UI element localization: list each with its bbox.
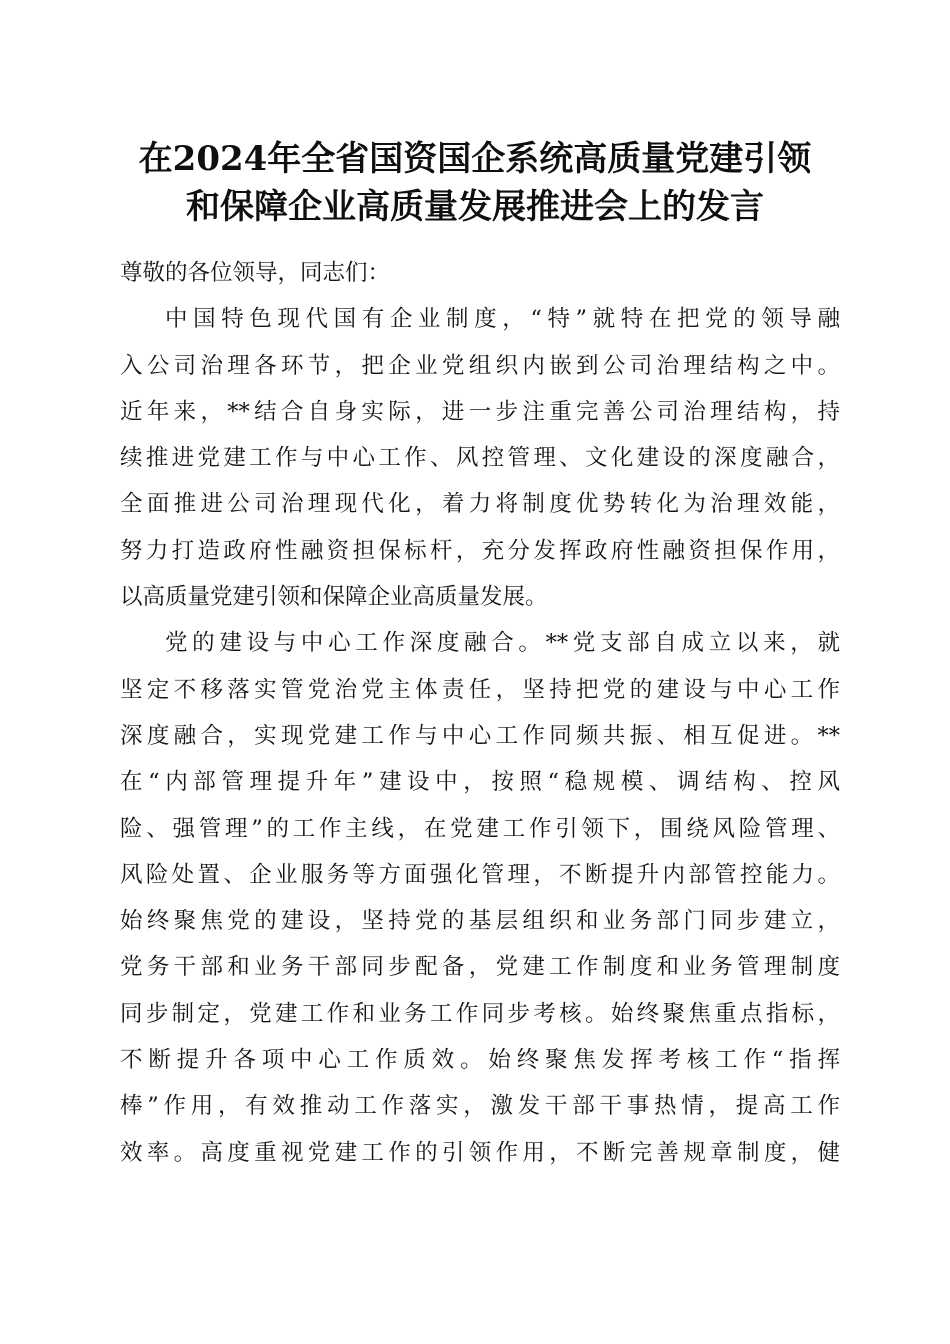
body-line: 党的建设与中心工作深度融合。**党支部自成立以来，就 bbox=[165, 630, 840, 657]
body-line: 中国特色现代国有企业制度，“特”就特在把党的领导融 bbox=[165, 306, 840, 333]
body-line: 在“内部管理提升年”建设中，按照“稳规模、调结构、控风 bbox=[120, 769, 840, 796]
body-line: 不断提升各项中心工作质效。始终聚焦发挥考核工作“指挥 bbox=[120, 1047, 840, 1074]
salutation: 尊敬的各位领导，同志们： bbox=[120, 260, 391, 286]
body-line: 同步制定，党建工作和业务工作同步考核。始终聚焦重点指标， bbox=[120, 1000, 840, 1027]
body-line: 努力打造政府性融资担保标杆，充分发挥政府性融资担保作用， bbox=[120, 537, 840, 564]
body-line: 深度融合，实现党建工作与中心工作同频共振、相互促进。** bbox=[120, 722, 840, 749]
body-line: 棒”作用，有效推动工作落实，激发干部干事热情，提高工作 bbox=[120, 1093, 840, 1120]
document-body bbox=[120, 250, 840, 1176]
body-line: 以高质量党建引领和保障企业高质量发展。 bbox=[120, 584, 548, 611]
body-line: 入公司治理各环节，把企业党组织内嵌到公司治理结构之中。 bbox=[120, 352, 840, 379]
body-line: 险、强管理”的工作主线，在党建工作引领下，围绕风险管理、 bbox=[120, 815, 840, 842]
title-line-1: 在2024年全省国资国企系统高质量党建引领 bbox=[138, 139, 812, 179]
body-line: 风险处置、企业服务等方面强化管理，不断提升内部管控能力。 bbox=[120, 861, 840, 888]
body-line: 续推进党建工作与中心工作、风控管理、文化建设的深度融合， bbox=[120, 445, 840, 472]
body-line: 始终聚焦党的建设，坚持党的基层组织和业务部门同步建立， bbox=[120, 908, 840, 935]
title-line-2: 和保障企业高质量发展推进会上的发言 bbox=[186, 187, 764, 227]
document-title bbox=[100, 135, 850, 231]
body-line: 坚定不移落实管党治党主体责任，坚持把党的建设与中心工作 bbox=[120, 676, 840, 703]
body-line: 效率。高度重视党建工作的引领作用，不断完善规章制度，健 bbox=[120, 1139, 840, 1166]
body-line: 全面推进公司治理现代化，着力将制度优势转化为治理效能， bbox=[120, 491, 840, 518]
body-line: 近年来，**结合自身实际，进一步注重完善公司治理结构，持 bbox=[120, 398, 840, 425]
body-line: 党务干部和业务干部同步配备，党建工作制度和业务管理制度 bbox=[120, 954, 840, 981]
